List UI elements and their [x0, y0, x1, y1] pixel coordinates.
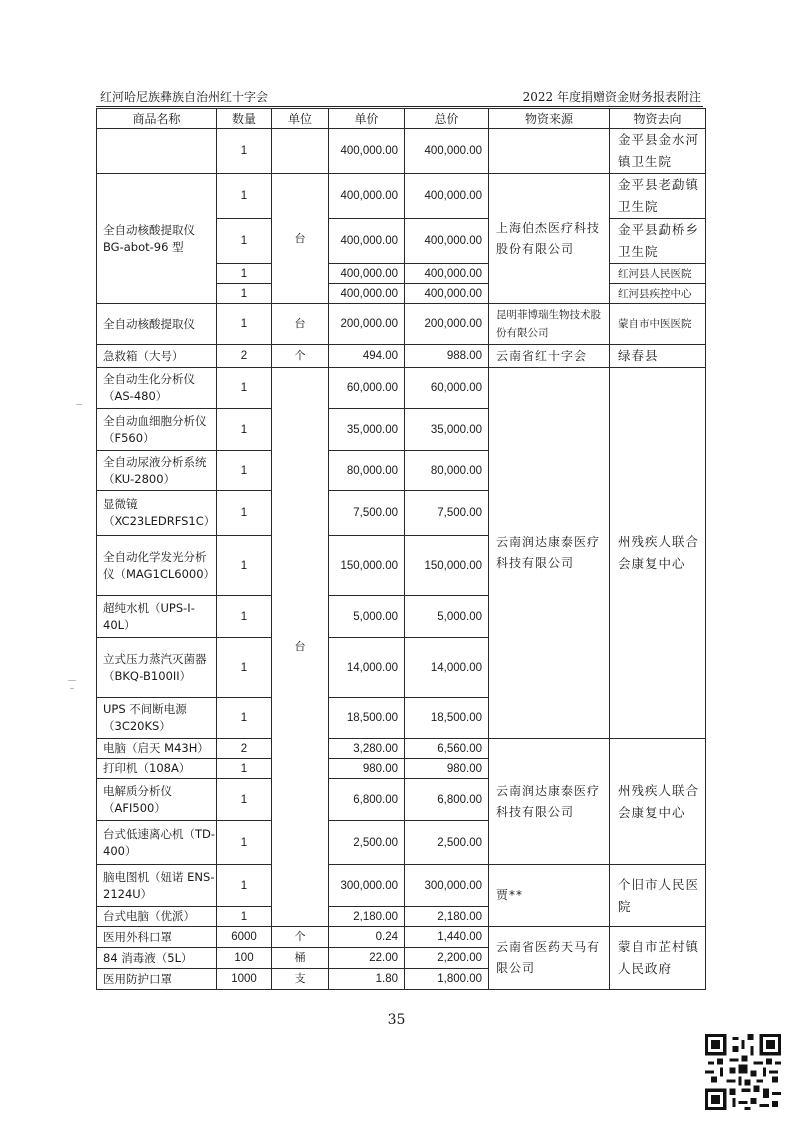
cell-total: 300,000.00	[405, 865, 489, 907]
table-header-row	[97, 109, 706, 129]
column-header: 物资来源	[489, 109, 610, 129]
cell-total: 60,000.00	[405, 368, 489, 409]
table-row	[97, 865, 706, 907]
cell-qty: 1	[217, 491, 272, 536]
cell-price: 200,000.00	[329, 304, 405, 345]
cell-price: 80,000.00	[329, 451, 405, 491]
cell-name: 全自动尿液分析系统（KU-2800）	[97, 451, 217, 491]
cell-name: 医用外科口罩	[97, 927, 217, 948]
cell-qty: 1	[217, 698, 272, 739]
cell-source: 云南润达康泰医疗科技有限公司	[489, 739, 610, 865]
scan-artifact	[76, 404, 82, 405]
column-header: 单位	[272, 109, 329, 129]
cell-name: 电解质分析仪（AFI500）	[97, 779, 217, 821]
qr-code-icon	[705, 1034, 781, 1110]
cell-price: 400,000.00	[329, 129, 405, 174]
cell-price: 980.00	[329, 759, 405, 779]
column-header: 单价	[329, 109, 405, 129]
cell-total: 1,440.00	[405, 927, 489, 948]
cell-price: 0.24	[329, 927, 405, 948]
cell-dest: 蒙自市芷村镇人民政府	[610, 927, 706, 990]
cell-qty: 1	[217, 409, 272, 451]
cell-name: 医用防护口罩	[97, 969, 217, 990]
cell-qty: 1	[217, 368, 272, 409]
cell-name: 全自动血细胞分析仪（F560）	[97, 409, 217, 451]
cell-total: 6,800.00	[405, 779, 489, 821]
cell-price: 2,180.00	[329, 907, 405, 927]
cell-unit: 台	[272, 174, 329, 304]
cell-name: 全自动化学发光分析仪（MAG1CL6000）	[97, 536, 217, 596]
cell-qty: 6000	[217, 927, 272, 948]
cell-total: 150,000.00	[405, 536, 489, 596]
cell-dest: 红河县疾控中心	[610, 284, 706, 304]
cell-source: 云南省红十字会	[489, 345, 610, 368]
cell-total: 980.00	[405, 759, 489, 779]
cell-price: 400,000.00	[329, 219, 405, 264]
header-rule	[96, 106, 703, 107]
page-number: 35	[387, 1012, 406, 1028]
cell-qty: 1	[217, 779, 272, 821]
cell-qty: 1	[217, 174, 272, 219]
cell-price: 494.00	[329, 345, 405, 368]
cell-price: 400,000.00	[329, 284, 405, 304]
cell-price: 5,000.00	[329, 596, 405, 638]
table-row	[97, 129, 706, 174]
cell-total: 200,000.00	[405, 304, 489, 345]
header-report-title: 2022 年度捐赠资金财务报表附注	[522, 90, 701, 104]
table-row	[97, 368, 706, 409]
cell-qty: 1	[217, 284, 272, 304]
cell-qty: 1	[217, 759, 272, 779]
cell-qty: 1	[217, 219, 272, 264]
cell-qty: 1	[217, 638, 272, 698]
cell-unit: 台	[272, 368, 329, 927]
cell-unit: 个	[272, 345, 329, 368]
cell-qty: 1	[217, 304, 272, 345]
scan-artifact	[68, 680, 76, 681]
table-row	[97, 345, 706, 368]
cell-price: 150,000.00	[329, 536, 405, 596]
scan-artifact	[70, 688, 74, 689]
cell-dest: 个旧市人民医院	[610, 865, 706, 927]
cell-name: 打印机（108A）	[97, 759, 217, 779]
cell-total: 400,000.00	[405, 264, 489, 284]
cell-total: 7,500.00	[405, 491, 489, 536]
cell-name: 脑电图机（妞诺 ENS-2124U）	[97, 865, 217, 907]
cell-price: 7,500.00	[329, 491, 405, 536]
table-row	[97, 174, 706, 219]
cell-unit: 支	[272, 969, 329, 990]
cell-source: 上海伯杰医疗科技股份有限公司	[489, 174, 610, 304]
cell-total: 2,200.00	[405, 948, 489, 969]
cell-total: 5,000.00	[405, 596, 489, 638]
cell-name: 电脑（启天 M43H）	[97, 739, 217, 759]
cell-name: 超纯水机（UPS-I-40L）	[97, 596, 217, 638]
cell-qty: 1	[217, 907, 272, 927]
cell-name: 全自动核酸提取仪 BG-abot-96 型	[97, 174, 217, 304]
cell-price: 18,500.00	[329, 698, 405, 739]
cell-price: 300,000.00	[329, 865, 405, 907]
cell-price: 400,000.00	[329, 174, 405, 219]
cell-name: 急救箱（大号）	[97, 345, 217, 368]
cell-price: 3,280.00	[329, 739, 405, 759]
cell-total: 400,000.00	[405, 219, 489, 264]
cell-qty: 2	[217, 739, 272, 759]
column-header: 商品名称	[97, 109, 217, 129]
cell-total: 6,560.00	[405, 739, 489, 759]
cell-name: 显微镜（XC23LEDRFS1C）	[97, 491, 217, 536]
cell-total: 400,000.00	[405, 284, 489, 304]
cell-dest: 金平县老勐镇卫生院	[610, 174, 706, 219]
cell-total: 35,000.00	[405, 409, 489, 451]
cell-qty: 1	[217, 129, 272, 174]
header-org: 红河哈尼族彝族自治州红十字会	[100, 90, 269, 104]
cell-source: 云南省医药天马有限公司	[489, 927, 610, 990]
cell-price: 6,800.00	[329, 779, 405, 821]
cell-name: UPS 不间断电源（3C20KS）	[97, 698, 217, 739]
column-header: 数量	[217, 109, 272, 129]
cell-name: 全自动核酸提取仪	[97, 304, 217, 345]
cell-qty: 1	[217, 264, 272, 284]
cell-qty: 1000	[217, 969, 272, 990]
cell-price: 60,000.00	[329, 368, 405, 409]
cell-total: 2,180.00	[405, 907, 489, 927]
cell-total: 2,500.00	[405, 821, 489, 865]
cell-total: 80,000.00	[405, 451, 489, 491]
table-row	[97, 304, 706, 345]
cell-total: 400,000.00	[405, 129, 489, 174]
cell-qty: 1	[217, 865, 272, 907]
cell-dest: 金平县金水河镇卫生院	[610, 129, 706, 174]
cell-name	[97, 129, 217, 174]
cell-unit: 台	[272, 304, 329, 345]
cell-dest: 金平县勐桥乡卫生院	[610, 219, 706, 264]
cell-qty: 100	[217, 948, 272, 969]
cell-qty: 1	[217, 821, 272, 865]
cell-price: 14,000.00	[329, 638, 405, 698]
cell-price: 35,000.00	[329, 409, 405, 451]
table-row	[97, 739, 706, 759]
cell-dest: 蒙自市中医医院	[610, 304, 706, 345]
cell-qty: 1	[217, 596, 272, 638]
cell-dest: 红河县人民医院	[610, 264, 706, 284]
cell-name: 84 消毒液（5L）	[97, 948, 217, 969]
column-header: 总价	[405, 109, 489, 129]
cell-name: 台式低速离心机（TD-400）	[97, 821, 217, 865]
cell-price: 22.00	[329, 948, 405, 969]
cell-source: 昆明菲博瑞生物技术股份有限公司	[489, 304, 610, 345]
cell-price: 1.80	[329, 969, 405, 990]
cell-price: 2,500.00	[329, 821, 405, 865]
cell-source	[489, 129, 610, 174]
cell-qty: 1	[217, 451, 272, 491]
cell-name: 全自动生化分析仪（AS-480）	[97, 368, 217, 409]
table-row	[97, 927, 706, 948]
cell-total: 18,500.00	[405, 698, 489, 739]
cell-source: 贾**	[489, 865, 610, 927]
cell-unit: 桶	[272, 948, 329, 969]
cell-source: 云南润达康泰医疗科技有限公司	[489, 368, 610, 739]
cell-total: 400,000.00	[405, 174, 489, 219]
cell-qty: 1	[217, 536, 272, 596]
column-header: 物资去向	[610, 109, 706, 129]
cell-dest: 州残疾人联合会康复中心	[610, 368, 706, 739]
cell-total: 1,800.00	[405, 969, 489, 990]
cell-dest: 绿春县	[610, 345, 706, 368]
cell-dest: 州残疾人联合会康复中心	[610, 739, 706, 865]
cell-name: 立式压力蒸汽灭菌器（BKQ-B100II）	[97, 638, 217, 698]
cell-price: 400,000.00	[329, 264, 405, 284]
cell-total: 988.00	[405, 345, 489, 368]
cell-total: 14,000.00	[405, 638, 489, 698]
page-header	[96, 86, 703, 106]
cell-unit: 个	[272, 927, 329, 948]
cell-unit	[272, 129, 329, 174]
cell-name: 台式电脑（优派）	[97, 907, 217, 927]
donation-goods-table	[96, 108, 706, 990]
cell-qty: 2	[217, 345, 272, 368]
